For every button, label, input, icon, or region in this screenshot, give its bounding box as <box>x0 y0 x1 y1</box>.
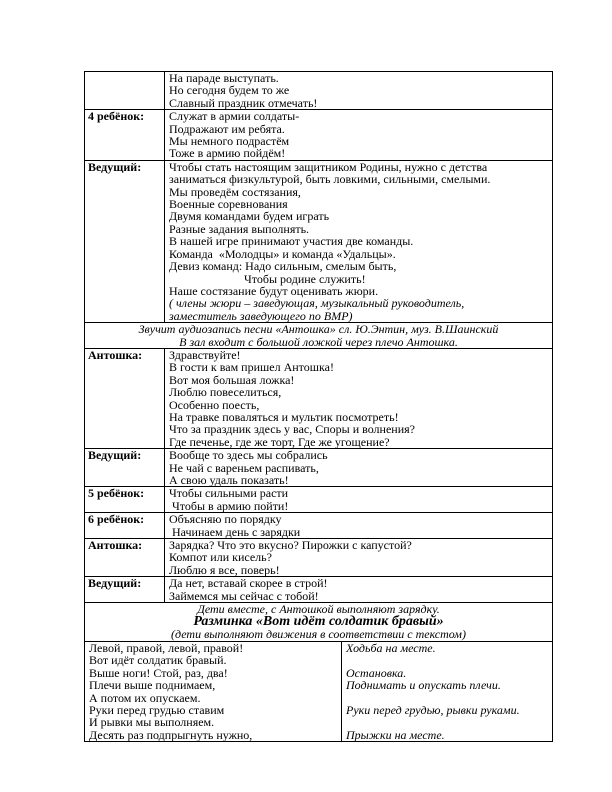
line: Тоже в армию пойдём! <box>169 146 286 161</box>
line: Люблю я все, поверь! <box>169 562 280 577</box>
action-spacer <box>346 654 548 666</box>
speaker-cell: Антошка: <box>85 539 165 576</box>
line: Вообще то здесь мы собрались <box>169 448 328 463</box>
line: На травке поваляться и мультик посмотреть! <box>169 409 399 424</box>
line-cell <box>165 487 552 512</box>
line: В гости к вам пришел Антошка! <box>169 360 334 375</box>
line: Но сегодня будем то же <box>169 83 290 98</box>
line: Подражают им ребята. <box>169 121 285 136</box>
speaker-cell: 5 ребёнок: <box>85 487 165 512</box>
line-cell <box>165 513 552 538</box>
line: В нашей игре принимают участия две команды. <box>169 234 414 249</box>
line-cell <box>165 349 552 448</box>
line: Да нет, вставай скорее в строй! <box>169 576 328 591</box>
line: Зарядка? Что это вкусно? Пирожки с капустой? <box>169 538 412 553</box>
lyric-line: Левой, правой, левой, правой! <box>89 640 244 655</box>
line: Мы немного подрастём <box>169 134 290 149</box>
speaker-cell: Антошка: <box>85 349 165 448</box>
stage-direction: Дети вместе, с Антошкой выполняют зарядку. <box>197 602 440 617</box>
lyric-line: Выше ноги! Стой, раз, два! <box>89 665 228 680</box>
line-cell <box>165 449 552 486</box>
speaker-cell: Ведущий: <box>85 577 165 602</box>
lyric-line: Десять раз подпрыгнуть нужно, <box>89 727 253 742</box>
line: Чтобы в армию пойти! <box>169 498 289 513</box>
lyric-line: Плечи выше поднимаем, <box>89 678 216 693</box>
song-header <box>85 603 552 642</box>
line: Служат в армии солдаты- <box>169 109 300 124</box>
line: Компот или кисель? <box>169 550 272 565</box>
action-line: Ходьба на месте. <box>346 640 436 655</box>
line: Чтобы стать настоящим защитником Родины, нужно с детства <box>169 159 488 174</box>
song-table <box>85 642 552 742</box>
song-actions <box>342 642 552 741</box>
line-cell <box>165 72 552 109</box>
line: Девиз команд: Надо сильным, смелым быть, <box>169 259 397 274</box>
stage-note: ( члены жюри – заведующая, музыкальный руководитель, заместитель заведующего по ВМР) <box>169 296 465 323</box>
speaker-cell: 4 ребёнок: <box>85 110 165 160</box>
speaker-cell <box>85 72 165 109</box>
lyric-line: Вот идёт солдатик бравый. <box>89 653 227 668</box>
line: Особенно поесть, <box>169 397 260 412</box>
speaker-cell: Ведущий: <box>85 449 165 486</box>
action-spacer <box>346 716 548 728</box>
script-row <box>85 449 552 487</box>
line: Люблю повеселиться, <box>169 385 282 400</box>
script-row <box>85 110 552 161</box>
lyric-line: И рывки мы выполняем. <box>89 715 215 730</box>
song-note: (дети выполняют движения в соответствии с текстом) <box>171 627 466 642</box>
line: Не чай с вареньем распивать, <box>169 460 319 475</box>
song-title: Разминка «Вот идёт солдатик бравый» <box>193 614 444 630</box>
script-row <box>85 539 552 577</box>
line: Начинаем день с зарядки <box>169 524 301 539</box>
line: Займемся мы сейчас с тобой! <box>169 588 319 603</box>
script-row <box>85 577 552 603</box>
script-table <box>84 71 553 742</box>
line: Объясняю по порядку <box>169 512 282 527</box>
line: Двумя командами будем играть <box>169 209 330 224</box>
script-row <box>85 349 552 449</box>
script-row <box>85 487 552 513</box>
script-row <box>85 513 552 539</box>
line: А свою удаль показать! <box>169 473 289 487</box>
line: Чтобы родине служить! <box>169 271 366 286</box>
stage-line: Звучит аудиозапись песни «Антошка» сл. Ю.Энтин, муз. В.Шаинский <box>138 322 499 337</box>
line-cell <box>165 577 552 602</box>
line: заниматься физкультурой, быть ловкими, сильными, смелыми. <box>169 172 491 187</box>
stage-line: В зал входит с большой ложкой через плечо Антошка. <box>179 334 458 349</box>
song-lyrics <box>85 642 342 741</box>
speaker-cell: 6 ребёнок: <box>85 513 165 538</box>
script-row <box>85 72 552 110</box>
line: Команда «Молодцы» и команда «Удальцы». <box>169 246 396 261</box>
stage-direction <box>85 323 552 349</box>
action-line: Руки перед грудью, рывки руками. <box>346 702 520 717</box>
line: Мы проведём состязания, <box>169 184 301 199</box>
line: На параде выступать. <box>169 71 279 85</box>
line-cell <box>165 110 552 160</box>
line: Наше состязание будут оценивать жюри. <box>169 283 379 298</box>
line-cell <box>165 161 552 322</box>
action-line: Поднимать и опускать плечи. <box>346 678 501 693</box>
line: Что за праздник здесь у вас, Споры и волнения? <box>169 422 415 437</box>
speaker-cell: Ведущий: <box>85 161 165 322</box>
line: Чтобы сильными расти <box>169 486 289 501</box>
line: Военные соревнования <box>169 197 288 212</box>
action-line: Остановка. <box>346 665 407 680</box>
line: Где печенье, где же торт, Где же угощение? <box>169 434 390 449</box>
lyric-line: Руки перед грудью ставим <box>89 702 225 717</box>
line: Вот моя большая ложка! <box>169 372 295 387</box>
action-line: Прыжки на месте. <box>346 727 445 742</box>
lyric-line: А потом их опускаем. <box>89 690 201 705</box>
line: Разные задания выполнять. <box>169 221 310 236</box>
line: Здравствуйте! <box>169 347 241 362</box>
line-cell <box>165 539 552 576</box>
line: Славный праздник отмечать! <box>169 95 318 110</box>
script-row <box>85 161 552 323</box>
